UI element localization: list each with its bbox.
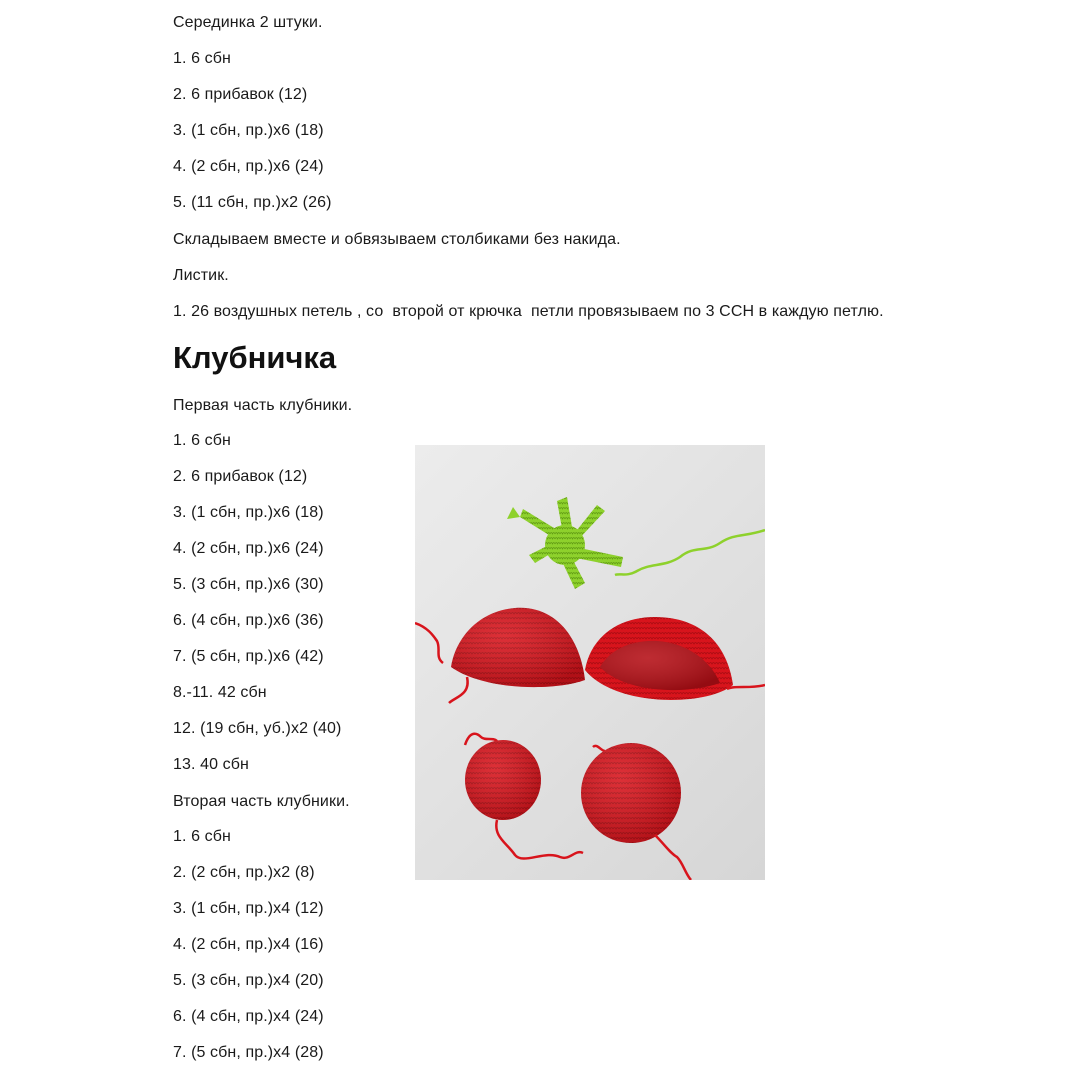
pattern-row: 8.-11. 42 сбн <box>173 684 267 701</box>
pattern-row: 1. 6 сбн <box>173 828 231 845</box>
pattern-row: 5. (3 сбн, пр.)х4 (20) <box>173 972 324 989</box>
pattern-row: 4. (2 сбн, пр.)х6 (24) <box>173 158 324 175</box>
section-title-leaf: Листик. <box>173 267 229 284</box>
page-heading-strawberry: Клубничка <box>173 340 337 375</box>
pattern-row: 6. (4 сбн, пр.)х4 (24) <box>173 1008 324 1025</box>
pattern-row: 4. (2 сбн, пр.)х6 (24) <box>173 540 324 557</box>
strawberry-dome-left <box>415 608 585 703</box>
pattern-row: 3. (1 сбн, пр.)х4 (12) <box>173 900 324 917</box>
pattern-row: 13. 40 сбн <box>173 756 249 773</box>
strawberry-circle-left <box>465 734 583 859</box>
section-title-middle: Серединка 2 штуки. <box>173 14 323 31</box>
section-title-part2: Вторая часть клубники. <box>173 793 350 810</box>
pattern-row: 1. 6 сбн <box>173 50 231 67</box>
instruction-note: Складываем вместе и обвязываем столбиками без накида. <box>173 231 621 248</box>
pattern-row: 7. (5 сбн, пр.)х6 (42) <box>173 648 324 665</box>
pattern-row: 4. (2 сбн, пр.)х4 (16) <box>173 936 324 953</box>
strawberry-circle-right <box>581 743 691 880</box>
pattern-row: 1. 26 воздушных петель , со второй от крючка петли провязываем по 3 ССН в каждую петлю. <box>173 303 884 320</box>
pattern-row: 12. (19 сбн, уб.)х2 (40) <box>173 720 342 737</box>
pattern-row: 1. 6 сбн <box>173 432 231 449</box>
green-leaf-piece <box>507 497 765 589</box>
pattern-row: 2. (2 сбн, пр.)х2 (8) <box>173 864 315 881</box>
pattern-row: 5. (11 сбн, пр.)х2 (26) <box>173 194 332 211</box>
pattern-row: 7. (5 сбн, пр.)х4 (28) <box>173 1044 324 1061</box>
pattern-row: 5. (3 сбн, пр.)х6 (30) <box>173 576 324 593</box>
section-title-part1: Первая часть клубники. <box>173 397 353 414</box>
pattern-row: 2. 6 прибавок (12) <box>173 468 308 485</box>
pattern-row: 3. (1 сбн, пр.)х6 (18) <box>173 122 324 139</box>
strawberry-dome-right <box>585 617 765 700</box>
pattern-row: 3. (1 сбн, пр.)х6 (18) <box>173 504 324 521</box>
pattern-row: 6. (4 сбн, пр.)х6 (36) <box>173 612 324 629</box>
pattern-row: 2. 6 прибавок (12) <box>173 86 308 103</box>
crochet-parts-photo <box>415 445 765 880</box>
